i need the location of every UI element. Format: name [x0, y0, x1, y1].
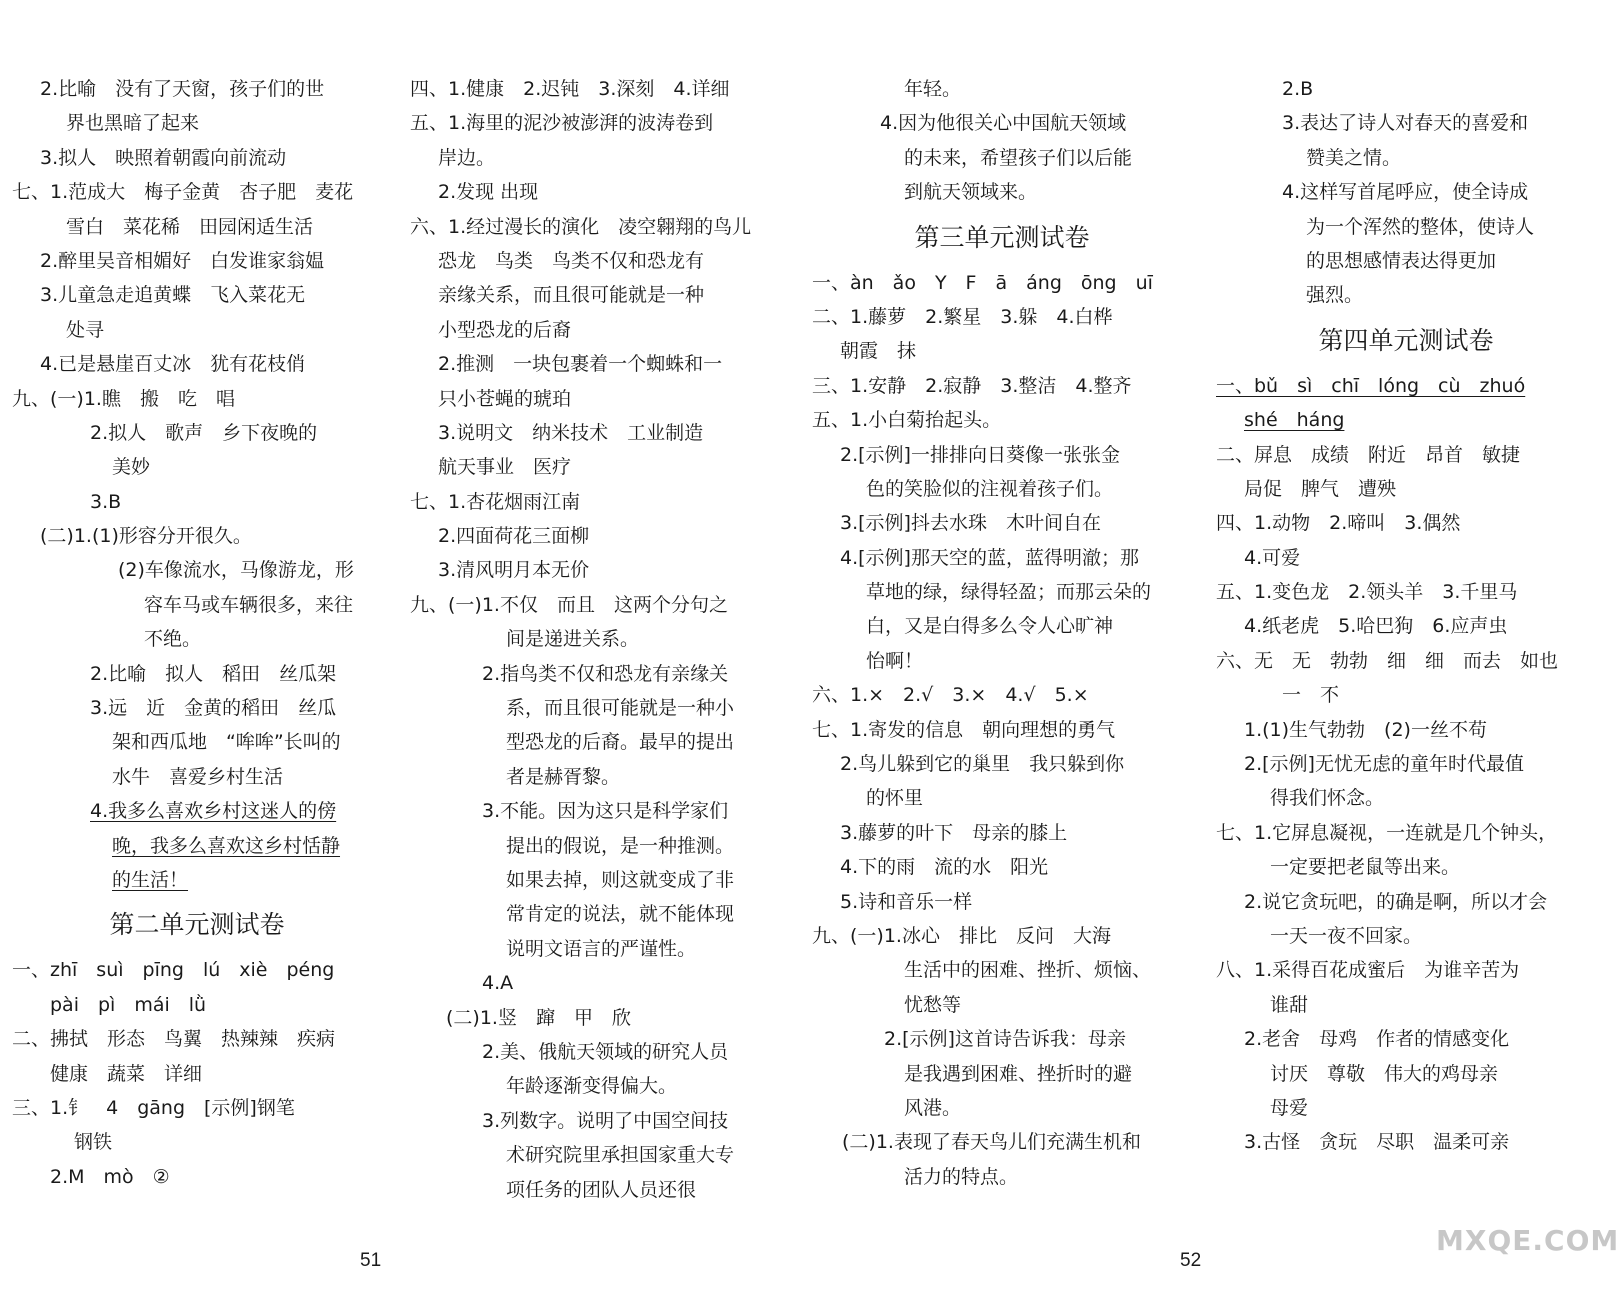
answer-line: 水牛 喜爱乡村生活: [112, 765, 284, 788]
answer-line: 一、àn ǎo Y F ā áng ōng uī: [812, 271, 1153, 294]
answer-line: (二)1.(1)形容分开很久。: [40, 525, 252, 548]
answer-line: 五、1.变色龙 2.领头羊 3.千里马: [1216, 581, 1518, 604]
answer-line: 项任务的团队人员还很: [506, 1178, 697, 1201]
answer-line: 间是递进关系。: [506, 628, 640, 651]
answer-line: 3.远 近 金黄的稻田 丝瓜: [90, 697, 337, 720]
answer-line: 3.说明文 纳米技术 工业制造: [438, 421, 704, 444]
answer-line: 4.因为他很关心中国航天领域: [880, 112, 1127, 135]
answer-line: 健康 蔬菜 详细: [50, 1062, 203, 1085]
answer-line: 一定要把老鼠等出来。: [1270, 856, 1461, 879]
answer-line: 2.[示例]这首诗告诉我：母亲: [884, 1028, 1126, 1051]
answer-line: 5.诗和音乐一样: [840, 890, 973, 913]
answer-line: 母爱: [1270, 1096, 1309, 1119]
answer-line: 2.鸟儿躲到它的巢里 我只躲到你: [840, 753, 1125, 776]
answer-line: 白，又是白得多么令人心旷神: [866, 615, 1114, 638]
answer-line: 的生活！: [112, 868, 189, 891]
answer-line: 界也黑暗了起来: [66, 112, 200, 135]
answer-line: 者是赫胥黎。: [506, 765, 621, 788]
answer-line: 2.四面荷花三面柳: [438, 525, 590, 548]
answer-line: (二)1.表现了春天鸟儿们充满生机和: [842, 1131, 1141, 1154]
page-number-left: 51: [360, 1250, 382, 1271]
answer-line: 2.醉里吴音相媚好 白发谁家翁媪: [40, 249, 325, 272]
answer-line: 年轻。: [904, 78, 962, 100]
answer-line: 4.[示例]那天空的蓝，蓝得明澈；那: [840, 546, 1139, 569]
answer-line: 只小苍蝇的琥珀: [438, 387, 572, 410]
section-heading: 第三单元测试卷: [914, 222, 1090, 252]
answer-line: 忧愁等: [904, 993, 962, 1016]
answer-line: 钢铁: [74, 1131, 113, 1154]
answer-line: 2.说它贪玩吧，的确是啊，所以才会: [1244, 890, 1548, 913]
answer-line: 讨厌 尊敬 伟大的鸡母亲: [1270, 1062, 1499, 1085]
answer-line: 2.比喻 没有了天窗，孩子们的世: [40, 78, 325, 100]
answer-line: 雪白 菜花稀 田园闲适生活: [66, 215, 314, 238]
answer-line: 一 不: [1282, 684, 1340, 707]
answer-line: 4.已是悬崖百丈冰 犹有花枝俏: [40, 353, 306, 376]
answer-line: 三、1.钅 4 gāng [示例]钢笔: [12, 1096, 295, 1119]
answer-line: 一、zhī suì pīng lú xiè péng: [12, 959, 335, 982]
section-heading: 第二单元测试卷: [109, 910, 285, 940]
answer-line: 系，而且很可能就是一种小: [506, 697, 735, 720]
answer-line: 3.不能。因为这只是科学家们: [482, 800, 729, 823]
answer-line: 生活中的困难、挫折、烦恼、: [904, 959, 1152, 982]
answer-line: 的未来，希望孩子们以后能: [904, 146, 1133, 169]
answer-line: 局促 脾气 遭殃: [1244, 477, 1397, 500]
answer-line: (二)1.竖 蹿 甲 欣: [446, 1006, 631, 1029]
answer-line: 2.拟人 歌声 乡下夜晚的: [90, 421, 318, 444]
answer-line: 九、(一)1.不仅 而且 这两个分句之: [410, 593, 728, 616]
answer-line: 3.表达了诗人对春天的喜爱和: [1282, 112, 1529, 135]
answer-line: 4.下的雨 流的水 阳光: [840, 856, 1049, 879]
answer-line: 八、1.采得百花成蜜后 为谁辛苦为: [1216, 959, 1520, 982]
answer-line: 年龄逐渐变得偏大。: [506, 1075, 678, 1098]
answer-line: 小型恐龙的后裔: [438, 318, 572, 341]
watermark: MXQE.COM: [1436, 1224, 1619, 1257]
answer-line: 2.老舍 母鸡 作者的情感变化: [1244, 1028, 1510, 1051]
answer-line: 4.A: [482, 972, 514, 995]
answer-line: 如果去掉，则这就变成了非: [506, 868, 735, 891]
answer-line: 强烈。: [1306, 284, 1364, 307]
answer-line: 六、无 无 勃勃 细 细 而去 如也: [1216, 649, 1559, 672]
answer-line: 术研究院里承担国家重大专: [506, 1144, 735, 1167]
answer-line: 色的笑脸似的注视着孩子们。: [866, 477, 1114, 500]
answer-line: 三、1.安静 2.寂静 3.整洁 4.整齐: [812, 374, 1132, 397]
answer-line: 四、1.动物 2.啼叫 3.偶然: [1216, 512, 1461, 535]
answer-line: 2.发现 出现: [438, 181, 539, 204]
answer-line: 3.列数字。说明了中国空间技: [482, 1109, 729, 1132]
answer-line: 的思想感情表达得更加: [1306, 249, 1497, 272]
answer-line: 二、屏息 成绩 附近 昂首 敏捷: [1216, 443, 1521, 466]
answer-line: 3.拟人 映照着朝霞向前流动: [40, 146, 287, 169]
answer-line: 一、bǔ sì chī lóng cù zhuó: [1216, 374, 1526, 397]
answer-line: 2.指鸟类不仅和恐龙有亲缘关: [482, 662, 729, 685]
answer-line: shé háng: [1244, 409, 1345, 432]
answer-line: 2.比喻 拟人 稻田 丝瓜架: [90, 662, 337, 685]
answer-line: 七、1.范成大 梅子金黄 杏子肥 麦花: [12, 181, 354, 204]
answer-line: 六、1.× 2.√ 3.× 4.√ 5.×: [812, 684, 1089, 707]
answer-line: 五、1.小白菊抬起头。: [812, 409, 1002, 432]
answer-line: (2)车像流水，马像游龙，形: [118, 559, 354, 582]
answer-line: 3.[示例]抖去水珠 木叶间自在: [840, 512, 1101, 535]
answer-line: 2.M mò ②: [50, 1165, 170, 1188]
answer-line: 2.推测 一块包裹着一个蜘蛛和一: [438, 353, 723, 376]
answer-line: 3.儿童急走追黄蝶 飞入菜花无: [40, 284, 306, 307]
page-number-right: 52: [1180, 1250, 1202, 1271]
answer-line: 3.古怪 贪玩 尽职 温柔可亲: [1244, 1131, 1510, 1154]
answer-line: 3.B: [90, 490, 122, 513]
answer-line: 九、(一)1.瞧 搬 吃 唱: [12, 387, 235, 410]
column-4: [1216, 72, 1596, 1160]
column-2: [410, 72, 790, 1207]
column-1: [12, 72, 382, 1194]
answer-line: 谁甜: [1270, 993, 1309, 1016]
answer-line: 为一个浑然的整体，使诗人: [1306, 215, 1535, 238]
answer-line: 3.清风明月本无价: [438, 559, 590, 582]
answer-line: 型恐龙的后裔。最早的提出: [506, 731, 735, 754]
answer-line: 2.[示例]无忧无虑的童年时代最值: [1244, 753, 1524, 776]
answer-line: 草地的绿，绿得轻盈；而那云朵的: [866, 581, 1152, 604]
answer-line: 架和西瓜地 “哞哞”长叫的: [112, 731, 341, 754]
answer-line: 说明文语言的严谨性。: [506, 937, 697, 960]
answer-line: 到航天领域来。: [904, 181, 1038, 204]
answer-line: 一天一夜不回家。: [1270, 924, 1423, 947]
answer-line: 不绝。: [144, 628, 202, 651]
answer-line: 容车马或车辆很多，来往: [144, 593, 354, 616]
answer-line: 美妙: [112, 456, 151, 479]
answer-line: pài pì mái lǜ: [50, 993, 207, 1016]
answer-line: 七、1.寄发的信息 朝向理想的勇气: [812, 718, 1116, 741]
answer-line: 2.[示例]一排排向日葵像一张张金: [840, 443, 1120, 466]
answer-line: 赞美之情。: [1306, 146, 1402, 169]
column-3: [812, 72, 1192, 1194]
answer-line: 的怀里: [866, 787, 924, 810]
answer-line: 七、1.它屏息凝视，一连就是几个钟头，: [1216, 821, 1558, 844]
answer-line: 五、1.海里的泥沙被澎湃的波涛卷到: [410, 112, 714, 135]
answer-line: 二、1.藤萝 2.繁星 3.躲 4.白桦: [812, 305, 1113, 328]
answer-line: 3.藤萝的叶下 母亲的膝上: [840, 821, 1068, 844]
answer-line: 风港。: [904, 1096, 962, 1119]
answer-line: 2.B: [1282, 78, 1314, 100]
answer-line: 4.我多么喜欢乡村这迷人的傍: [90, 800, 337, 823]
answer-line: 得我们怀念。: [1270, 787, 1385, 810]
answer-line: 恐龙 鸟类 鸟类不仅和恐龙有: [438, 249, 705, 272]
answer-line: 1.(1)生气勃勃 (2)一丝不苟: [1244, 718, 1487, 741]
answer-line: 航天事业 医疗: [438, 456, 572, 479]
answer-line: 4.纸老虎 5.哈巴狗 6.应声虫: [1244, 615, 1508, 638]
answer-line: 九、(一)1.冰心 排比 反问 大海: [812, 924, 1111, 947]
answer-line: 活力的特点。: [904, 1165, 1019, 1188]
answer-line: 4.可爱: [1244, 546, 1301, 569]
answer-line: 亲缘关系，而且很可能就是一种: [438, 284, 705, 307]
answer-line: 岸边。: [438, 146, 496, 169]
answer-line: 怡啊！: [866, 649, 924, 672]
answer-line: 朝霞 抹: [840, 340, 917, 363]
answer-line: 提出的假说，是一种推测。: [506, 834, 735, 857]
answer-line: 四、1.健康 2.迟钝 3.深刻 4.详细: [410, 78, 730, 100]
answer-line: 七、1.杏花烟雨江南: [410, 490, 581, 513]
answer-line: 六、1.经过漫长的演化 凌空翱翔的鸟儿: [410, 215, 752, 238]
answer-line: 2.美、俄航天领域的研究人员: [482, 1040, 729, 1063]
answer-line: 常肯定的说法，就不能体现: [506, 903, 735, 926]
answer-line: 是我遇到困难、挫折时的避: [904, 1062, 1133, 1085]
answer-line: 4.这样写首尾呼应，使全诗成: [1282, 181, 1529, 204]
answer-line: 二、拂拭 形态 鸟翼 热辣辣 疾病: [12, 1028, 336, 1051]
answer-line: 处寻: [66, 318, 105, 341]
answer-line: 晚，我多么喜欢这乡村恬静: [112, 834, 341, 857]
section-heading: 第四单元测试卷: [1318, 325, 1494, 355]
